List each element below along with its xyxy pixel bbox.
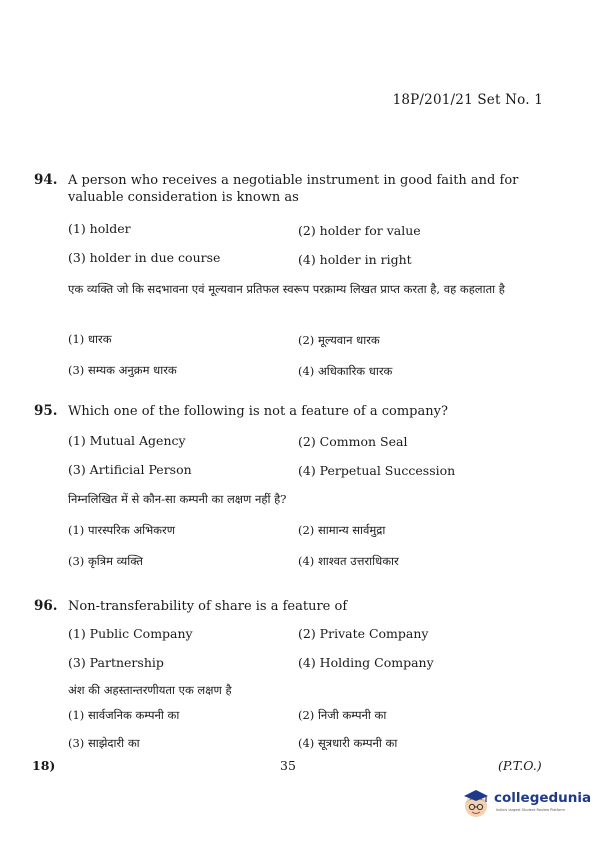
option-hi: (1) पारस्परिक अभिकरण: [68, 523, 176, 537]
option-hi: (2) निजी कम्पनी का: [298, 708, 387, 722]
option-en: (1) Public Company: [68, 626, 193, 641]
option-hi: (3) साझेदारी का: [68, 736, 140, 750]
set-number: 18P/201/21 Set No. 1: [392, 92, 543, 108]
question-text-hi: एक व्यक्ति जो कि सदभावना एवं मूल्यवान प्रतिफल स्वरूप परक्राम्य लिखत प्राप्त करता है, वह कहलाता है: [68, 282, 505, 296]
footer-booklet-code: 18): [32, 758, 56, 773]
option-hi: (4) सूत्रधारी कम्पनी का: [298, 736, 398, 750]
question-number: 94.: [34, 172, 58, 188]
option-en: (2) Private Company: [298, 626, 429, 641]
option-en: (3) Artificial Person: [68, 462, 192, 477]
question-number: 96.: [34, 598, 58, 614]
graduate-icon: [460, 787, 492, 819]
option-hi: (2) सामान्य सार्वमुद्रा: [298, 523, 386, 537]
option-hi: (2) मूल्यवान धारक: [298, 333, 380, 347]
page-number: 35: [280, 758, 296, 773]
option-en: (4) holder in right: [298, 252, 412, 267]
option-hi: (4) शाश्वत उत्तराधिकार: [298, 554, 399, 568]
question-number: 95.: [34, 403, 58, 419]
question-text-en: Which one of the following is not a feature of a company?: [68, 404, 448, 419]
question-text-en: Non-transferability of share is a feature of: [68, 599, 348, 614]
collegedunia-logo: [460, 783, 592, 823]
option-en: (2) Common Seal: [298, 434, 408, 449]
option-en: (4) Holding Company: [298, 655, 434, 670]
option-hi: (1) सार्वजनिक कम्पनी का: [68, 708, 180, 722]
option-hi: (4) अधिकारिक धारक: [298, 364, 393, 378]
watermark-tagline: India's largest Student Review Platform: [496, 808, 565, 812]
option-en: (3) holder in due course: [68, 250, 221, 265]
option-en: (2) holder for value: [298, 223, 421, 238]
question-text-hi: निम्नलिखित में से कौन-सा कम्पनी का लक्षण नहीं है?: [68, 492, 287, 506]
question-text-en: A person who receives a negotiable instrument in good faith and for valuable consideration is known as: [68, 173, 519, 205]
option-en: (1) holder: [68, 221, 131, 236]
option-en: (1) Mutual Agency: [68, 433, 186, 448]
option-en: (3) Partnership: [68, 655, 164, 670]
option-hi: (3) सम्यक अनुक्रम धारक: [68, 363, 177, 377]
watermark-brand: collegedunia: [494, 790, 592, 806]
option-hi: (3) कृत्रिम व्यक्ति: [68, 554, 143, 568]
option-en: (4) Perpetual Succession: [298, 463, 456, 478]
question-text-hi: अंश की अहस्तान्तरणीयता एक लक्षण है: [68, 683, 232, 697]
option-hi: (1) धारक: [68, 332, 112, 346]
pto-label: (P.T.O.): [498, 758, 542, 773]
